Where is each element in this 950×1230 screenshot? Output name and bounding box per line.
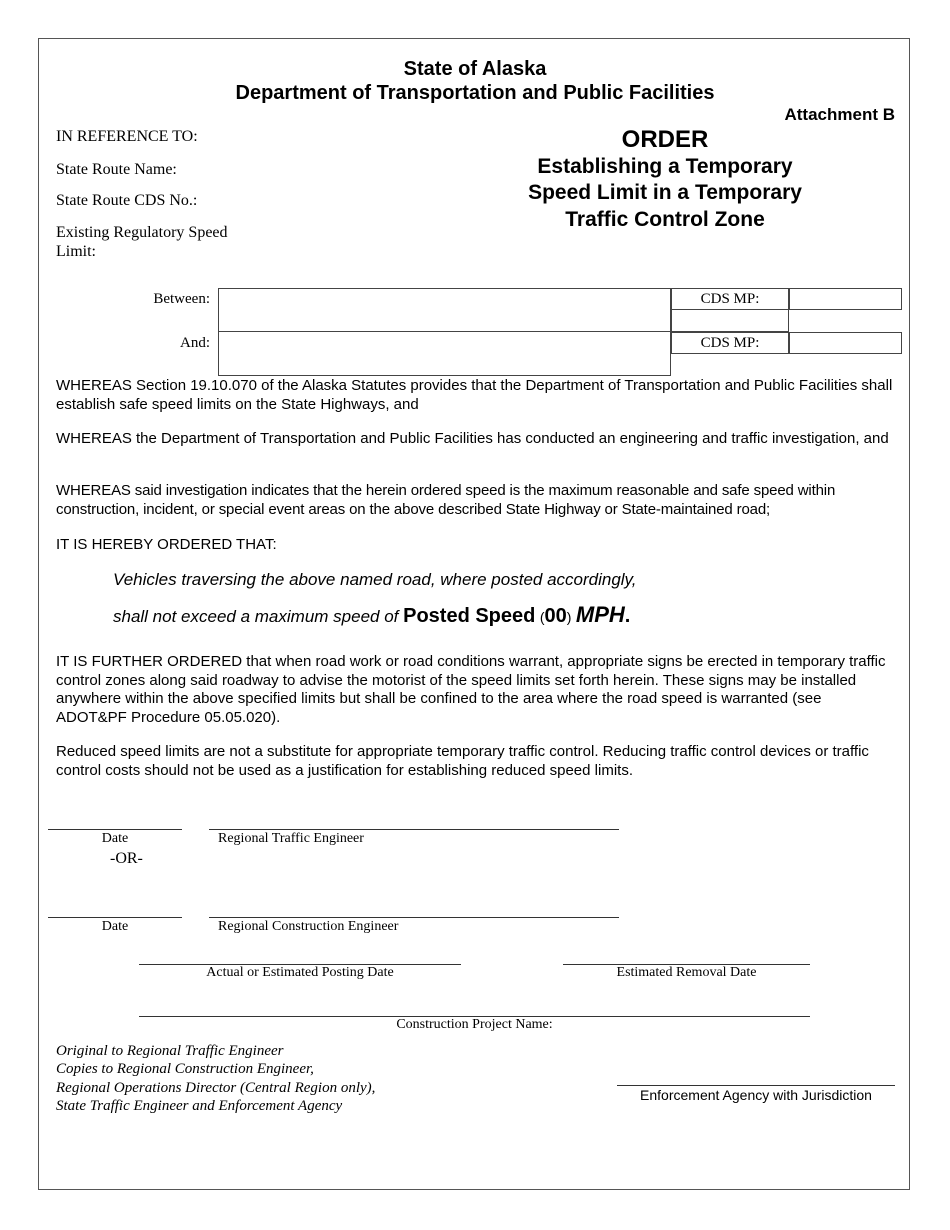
reference-heading: IN REFERENCE TO: (56, 128, 198, 145)
between-cds-mp-input[interactable] (789, 288, 902, 310)
traffic-engineer-signature-line (209, 829, 619, 830)
date-signature-line-2 (48, 917, 182, 918)
or-label: -OR- (110, 850, 143, 867)
removal-date-label: Estimated Removal Date (616, 965, 757, 980)
whereas-clause-1: WHEREAS Section 19.10.070 of the Alaska Statutes provides that the Department of Transportation and Public Facilities shall establish safe speed limits on the State Highways, and (56, 377, 893, 413)
speed-unit: MPH (575, 602, 625, 627)
department-title: Department of Transportation and Public Facilities (235, 82, 715, 104)
further-ordered-clause: IT IS FURTHER ORDERED that when road work or road conditions warrant, appropriate signs be erected in temporary traffic control zones along said roadway to advise the motorist of the speed limits set forth herein. These signs may be installed anywhere within the above specified limits but shall be confined to the area where the road speed is warranted (see ADOT&PF Procedure 05.05.020). (56, 653, 886, 726)
between-input[interactable] (218, 288, 671, 332)
speed-open-paren: ( (539, 609, 545, 625)
posted-speed-label: Posted Speed (403, 605, 536, 627)
enforcement-agency-label: Enforcement Agency with Jurisdiction (640, 1087, 872, 1103)
between-label: Between: (153, 291, 210, 307)
date-label-2: Date (101, 919, 129, 934)
route-name-label: State Route Name: (56, 161, 177, 178)
speed-statement-line-1: Vehicles traversing the above named road, where posted accordingly, (113, 570, 637, 589)
between-cds-mp-label: CDS MP: (700, 291, 760, 307)
speed-limit-label: Existing Regulatory Speed Limit: (56, 224, 228, 260)
order-subtitle-2: Speed Limit in a Temporary (528, 181, 802, 204)
between-cds-mp-spacer (671, 310, 789, 332)
and-label: And: (180, 335, 210, 351)
regional-traffic-engineer-label: Regional Traffic Engineer (218, 831, 364, 846)
attachment-label: Attachment B (784, 105, 895, 124)
speed-statement-prefix: shall not exceed a maximum speed of (113, 607, 404, 626)
posting-date-label: Actual or Estimated Posting Date (206, 965, 394, 980)
distribution-line-3: Regional Operations Director (Central Region only), (56, 1080, 376, 1096)
enforcement-agency-line (617, 1085, 895, 1086)
whereas-clause-3: WHEREAS said investigation indicates that the herein ordered speed is the maximum reasonable and safe speed within construction, incident, or special event areas on the above described State Highway or State-maintained road; (56, 482, 836, 518)
reduced-speed-note: Reduced speed limits are not a substitute for appropriate temporary traffic control. Reducing traffic control devices or traffic control costs should not be used as a justification for establishing reduced speed limits. (56, 743, 869, 779)
order-subtitle-1: Establishing a Temporary (537, 155, 793, 178)
order-subtitle-3: Traffic Control Zone (565, 208, 765, 231)
speed-period: . (624, 605, 631, 627)
project-name-label: Construction Project Name: (396, 1017, 553, 1032)
order-title: ORDER (621, 126, 709, 153)
ordered-heading: IT IS HEREBY ORDERED THAT: (56, 536, 277, 553)
distribution-line-2: Copies to Regional Construction Engineer, (56, 1061, 314, 1077)
date-signature-line-1 (48, 829, 182, 830)
regional-construction-engineer-label: Regional Construction Engineer (218, 919, 399, 934)
whereas-clause-2: WHEREAS the Department of Transportation and Public Facilities has conducted an engineering and traffic investigation, and (56, 430, 889, 447)
state-title: State of Alaska (403, 58, 547, 80)
route-cds-label: State Route CDS No.: (56, 192, 198, 209)
distribution-line-1: Original to Regional Traffic Engineer (56, 1043, 284, 1059)
speed-statement-line-2 (113, 602, 630, 628)
and-cds-mp-input[interactable] (789, 332, 902, 354)
speed-value[interactable]: 00 (544, 605, 567, 627)
speed-close-paren: ) (566, 609, 572, 625)
date-label-1: Date (101, 831, 129, 846)
construction-engineer-signature-line (209, 917, 619, 918)
distribution-line-4: State Traffic Engineer and Enforcement Agency (56, 1098, 343, 1114)
and-cds-mp-label: CDS MP: (700, 335, 760, 351)
and-input[interactable] (218, 332, 671, 376)
